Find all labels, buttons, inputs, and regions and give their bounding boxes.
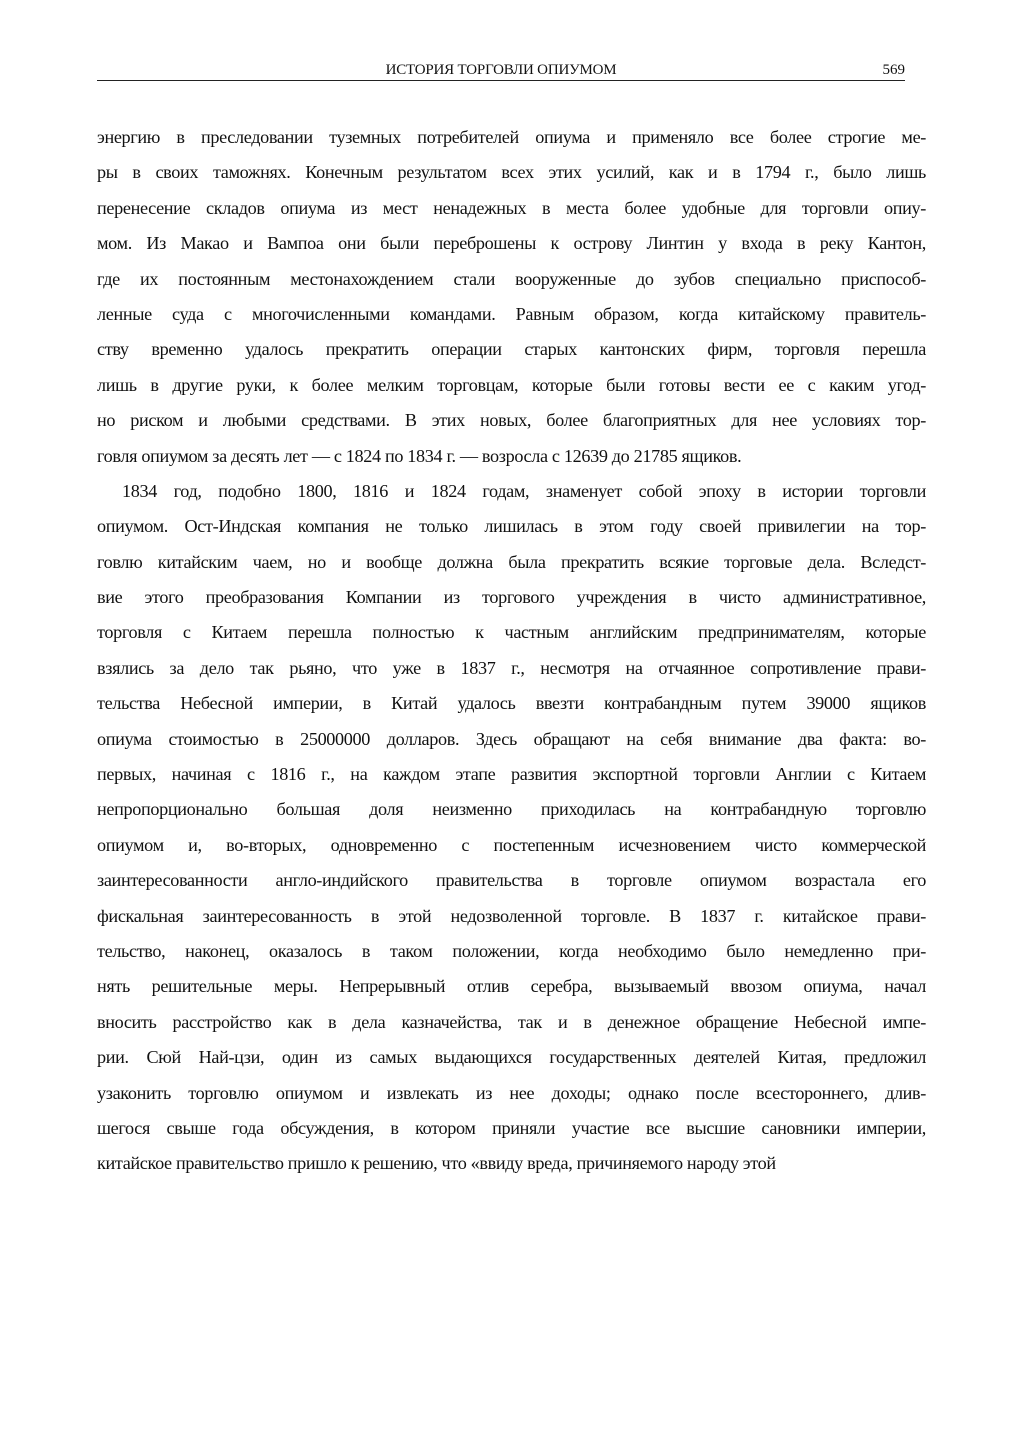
text-line: непропорционально большая доля неизменно приходилась на контрабандную торговлю — [97, 799, 926, 820]
text-line: фискальная заинтересованность в этой недозволенной торговле. В 1837 г. китайское прави- — [97, 905, 926, 926]
text-line: говлю китайским чаем, но и вообще должна была прекратить всякие торговые дела. Вследст- — [97, 551, 926, 572]
text-line: 1834 год, подобно 1800, 1816 и 1824 годам, знаменует собой эпоху в истории торговли — [122, 480, 926, 501]
text-line: нять решительные меры. Непрерывный отлив серебра, вызываемый ввозом опиума, начал — [97, 976, 926, 997]
text-line: китайское правительство пришло к решению, что «ввиду вреда, причиняемого народу этой — [97, 1153, 776, 1174]
text-line: тельство, наконец, оказалось в таком положении, когда необходимо было немедленно при- — [97, 940, 926, 961]
text-line: где их постоянным местонахождением стали вооруженные до зубов специально приспособ- — [97, 268, 926, 289]
text-line: опиумом и, во-вторых, одновременно с постепенным исчезновением чисто коммерческой — [97, 834, 926, 855]
text-line: узаконить торговлю опиумом и извлекать из нее доходы; однако после всестороннего, длив- — [97, 1082, 926, 1103]
text-line: говля опиумом за десять лет — с 1824 по 1834 г. — возросла с 12639 до 21785 ящиков. — [97, 445, 742, 466]
text-line: вие этого преобразования Компании из торгового учреждения в чисто административное, — [97, 587, 926, 608]
text-line: ры в своих таможнях. Конечным результатом всех этих усилий, как и в 1794 г., было лишь — [97, 162, 926, 183]
paragraph-1 — [97, 120, 926, 474]
text-line: тельства Небесной империи, в Китай удалось ввезти контрабандным путем 39000 ящиков — [97, 693, 926, 714]
page-number: 569 — [882, 62, 905, 78]
text-line: опиумом. Ост-Индская компания не только лишилась в этом году своей привилегии на тор- — [97, 516, 926, 537]
text-line: лишь в другие руки, к более мелким торговцам, которые были готовы вести ее с каким угод- — [97, 374, 926, 395]
text-line: шегося свыше года обсуждения, в котором приняли участие все высшие сановники империи, — [97, 1117, 926, 1138]
text-line: энергию в преследовании туземных потребителей опиума и применяло все более строгие ме- — [97, 127, 926, 147]
paragraph-2 — [97, 474, 926, 1182]
running-title: ИСТОРИЯ ТОРГОВЛИ ОПИУМОМ — [385, 62, 617, 78]
running-header — [97, 60, 905, 81]
text-line: вносить расстройство как в дела казначейства, так и в денежное обращение Небесной импе- — [97, 1011, 926, 1032]
text-line: первых, начиная с 1816 г., на каждом этапе развития экспортной торговли Англии с Китаем — [97, 764, 926, 785]
text-line: перенесение складов опиума из мест ненадежных в места более удобные для торговли опиу- — [97, 197, 926, 218]
text-line: опиума стоимостью в 25000000 долларов. Здесь обращают на себя внимание два факта: во- — [97, 728, 926, 749]
text-line: рии. Сюй Най-цзи, один из самых выдающихся государственных деятелей Китая, предложил — [97, 1047, 926, 1068]
text-line: взялись за дело так рьяно, что уже в 1837 г., несмотря на отчаянное сопротивление прави- — [97, 657, 926, 678]
text-line: ству временно удалось прекратить операции старых кантонских фирм, торговля перешла — [97, 339, 926, 360]
text-line: ленные суда с многочисленными командами. Равным образом, когда китайскому правитель- — [97, 303, 926, 324]
text-line: мом. Из Макао и Вампоа они были переброшены к острову Линтин у входа в реку Кантон, — [97, 233, 926, 254]
text-line: заинтересованности англо-индийского правительства в торговле опиумом возрастала его — [97, 870, 926, 891]
text-line: торговля с Китаем перешла полностью к частным английским предпринимателям, которые — [97, 622, 926, 643]
text-line: но риском и любыми средствами. В этих новых, более благоприятных для нее условиях тор- — [97, 410, 926, 431]
body-text — [97, 120, 926, 1182]
